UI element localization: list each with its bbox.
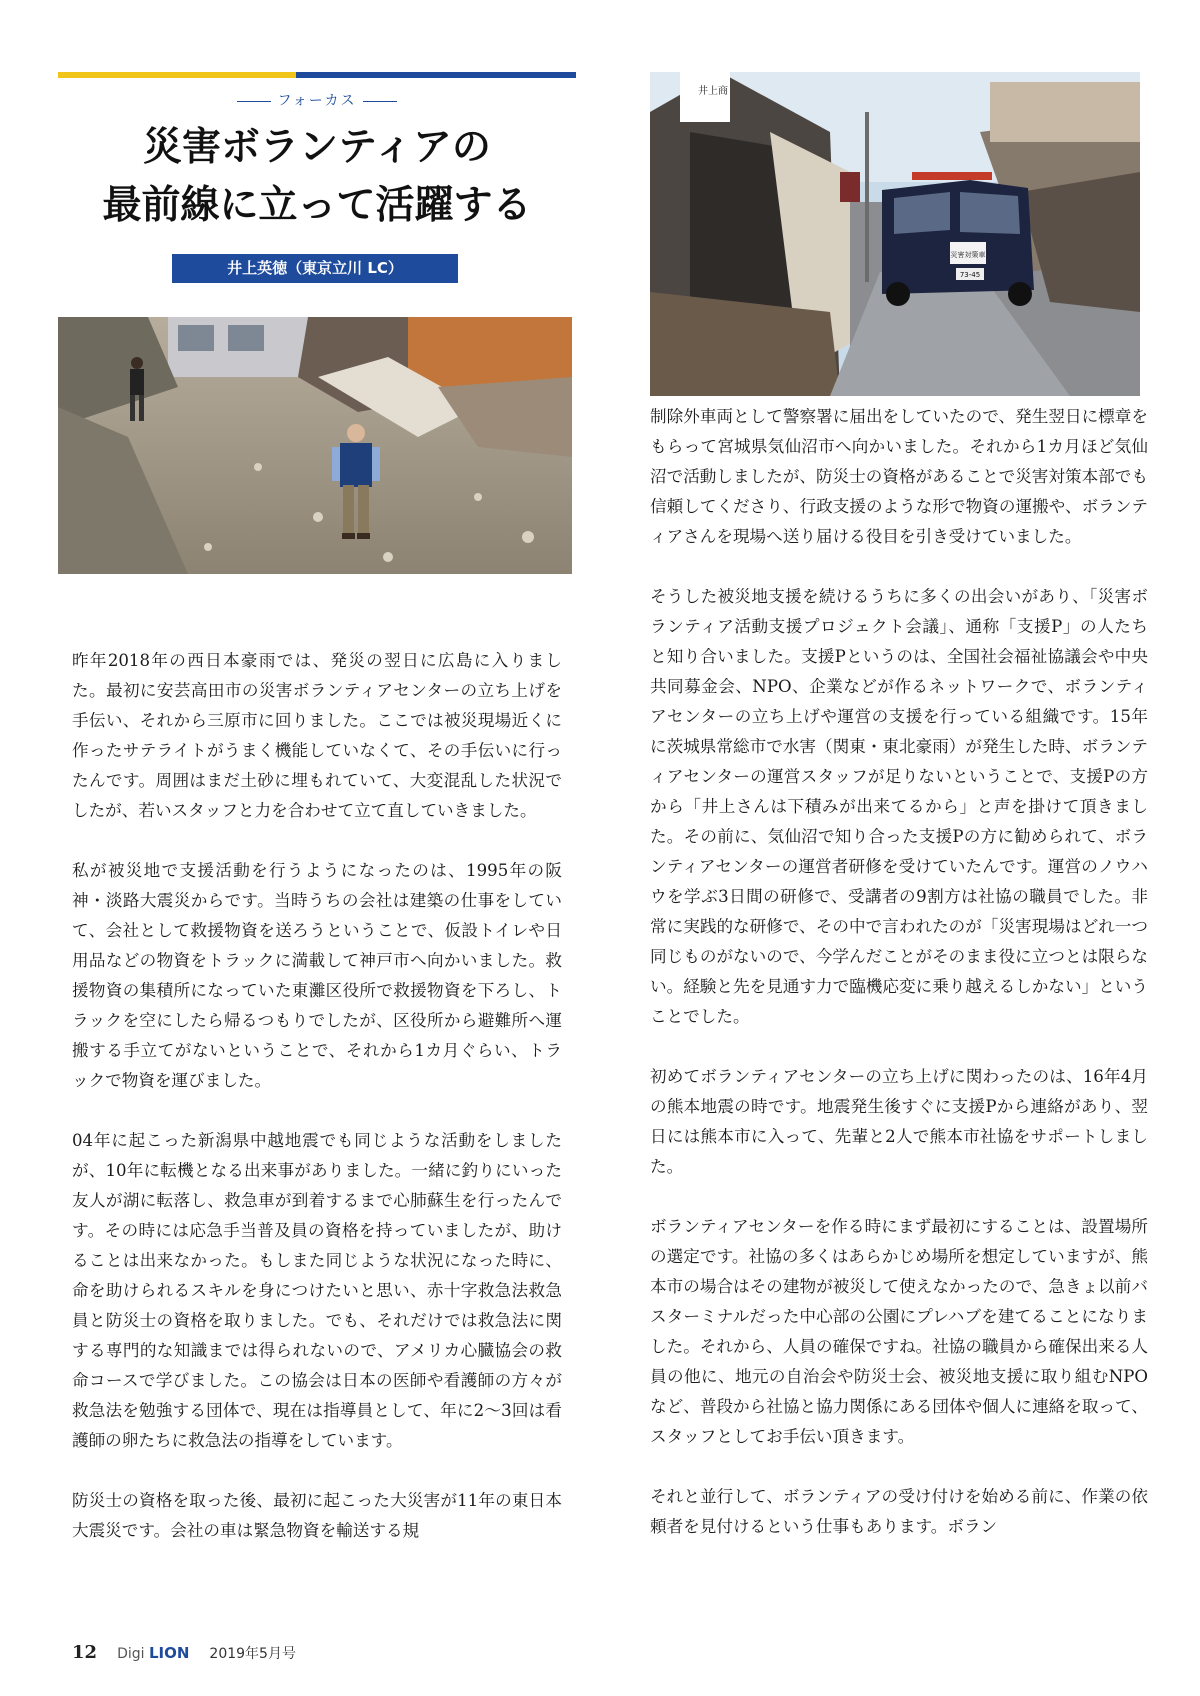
svg-text:73-45: 73-45	[959, 271, 981, 279]
issue-date: 2019年5月号	[209, 1646, 296, 1662]
magazine-name: Digi LION	[117, 1644, 190, 1662]
paragraph: 制除外車両として警察署に届出をしていたので、発生翌日に標章をもらって宮城県気仙沼市へ向かいました。それから1カ月ほど気仙沼で活動しましたが、防災士の資格があることで災害対策本部でも信頼してくださり、行政支援のような形で物資の運搬や、ボランティアさんを現場へ送り届ける役目を引き受けていました。	[650, 407, 1148, 546]
paragraph: ボランティアセンターを作る時にまず最初にすることは、設置場所の選定です。社協の多くはあらかじめ場所を想定していますが、熊本市の場合はその建物が被災して使えなかったので、急きょ以前バスターミナルだった中心部の公園にプレハブを建てることになりました。それから、人員の確保ですね。社協の職員から確保出来る人員の他に、地元の自治会や防災士会、被災地支援に取り組むNPOなど、普段から社協と協力関係にある団体や個人に連絡を取って、スタッフとしてお手伝い頂きます。	[650, 1217, 1148, 1446]
title-line-1: 災害ボランティアの	[143, 124, 491, 170]
paragraph: 昨年2018年の西日本豪雨では、発災の翌日に広島に入りました。最初に安芸高田市の災害ボランティアセンターの立ち上げを手伝い、それから三原市に回りました。ここでは被災現場近くに作ったサテライトがうまく機能していなくて、その手伝いに行ったんです。周囲はまだ土砂に埋もれていて、大変混乱した状況でしたが、若いスタッフと力を合わせて立て直していきました。	[72, 651, 562, 820]
paragraph: 初めてボランティアセンターの立ち上げに関わったのは、16年4月の熊本地震の時です。地震発生後すぐに支援Pから連絡があり、翌日には熊本市に入って、先輩と2人で熊本市社協をサポートしました。	[650, 1067, 1148, 1176]
paragraph: 04年に起こった新潟県中越地震でも同じような活動をしましたが、10年に転機となる出来事がありました。一緒に釣りにいった友人が湖に転落し、救急車が到着するまで心肺蘇生を行ったんです。その時には応急手当普及員の資格を持っていましたが、助けることは出来なかった。もしまた同じような状況になった時に、命を助けられるスキルを身につけたいと思い、赤十字救急法救急員と防災士の資格を取りました。でも、それだけでは救急法に関する専門的な知識までは得られないので、アメリカ心臓協会の救命コースで学びました。この協会は日本の医師や看護師の方々が救急法を勉強する団体で、現在は指導員として、年に2～3回は看護師の卵たちに救急法の指導をしています。	[72, 1131, 562, 1450]
article-column-left	[72, 646, 562, 1546]
paragraph: 防災士の資格を取った後、最初に起こった大災害が11年の東日本大震災です。会社の車は緊急物資を輸送する規	[72, 1491, 562, 1540]
article-title	[58, 118, 576, 234]
paragraph: 私が被災地で支援活動を行うようになったのは、1995年の阪神・淡路大震災からです。当時うちの会社は建築の仕事をしていて、会社として救援物資を送ろうということで、仮設トイレや日用品などの物資をトラックに満載して神戸市へ向かいました。救援物資の集積所になっていた東灘区役所で救援物資を下ろし、トラックを空にしたら帰るつもりでしたが、区役所から避難所へ運搬する手立てがないということで、それから1カ月ぐらい、トラックで物資を運びました。	[72, 861, 562, 1090]
svg-text:井上商: 井上商	[698, 86, 728, 97]
section-kicker	[58, 90, 576, 110]
title-line-2: 最前線に立って活躍する	[102, 182, 532, 228]
page-footer	[72, 1642, 296, 1663]
disaster-site-photo	[58, 317, 572, 574]
paragraph: そうした被災地支援を続けるうちに多くの出会いがあり、「災害ボランティア活動支援プロジェクト会議」、通称「支援P」の人たちと知り合いました。支援Pというのは、全国社会福祉協議会や中央共同募金会、NPO、企業などが作るネットワークで、ボランティアセンターの立ち上げや運営の支援を行っている組織です。15年に茨城県常総市で水害（関東・東北豪雨）が発生した時、ボランティアセンターの運営スタッフが足りないということで、支援Pの方から「井上さんは下積みが出来てるから」と声を掛けて頂きました。その前に、気仙沼で知り合った支援Pの方に勧められて、ボランティアセンターの運営者研修を受けていたんです。運営のノウハウを学ぶ3日間の研修で、受講者の9割方は社協の職員でした。非常に実践的な研修で、その中で言われたのが「災害現場はどれ一つ同じものがないので、今学んだことがそのまま役に立つとは限らない。経験と先を見通す力で臨機応変に乗り越えるしかない」ということでした。	[650, 587, 1148, 1026]
top-color-bar	[58, 72, 576, 78]
disaster-vehicle-photo	[650, 72, 1140, 396]
kicker-label: フォーカス	[277, 93, 357, 109]
page-number: 12	[72, 1642, 98, 1663]
svg-text:災害対策車: 災害対策車	[950, 251, 986, 259]
paragraph: それと並行して、ボランティアの受け付けを始める前に、作業の依頼者を見付けるという仕事もあります。ボラン	[650, 1487, 1148, 1536]
author-badge: 井上英徳（東京立川 LC）	[172, 254, 458, 283]
article-column-right	[650, 402, 1148, 1542]
